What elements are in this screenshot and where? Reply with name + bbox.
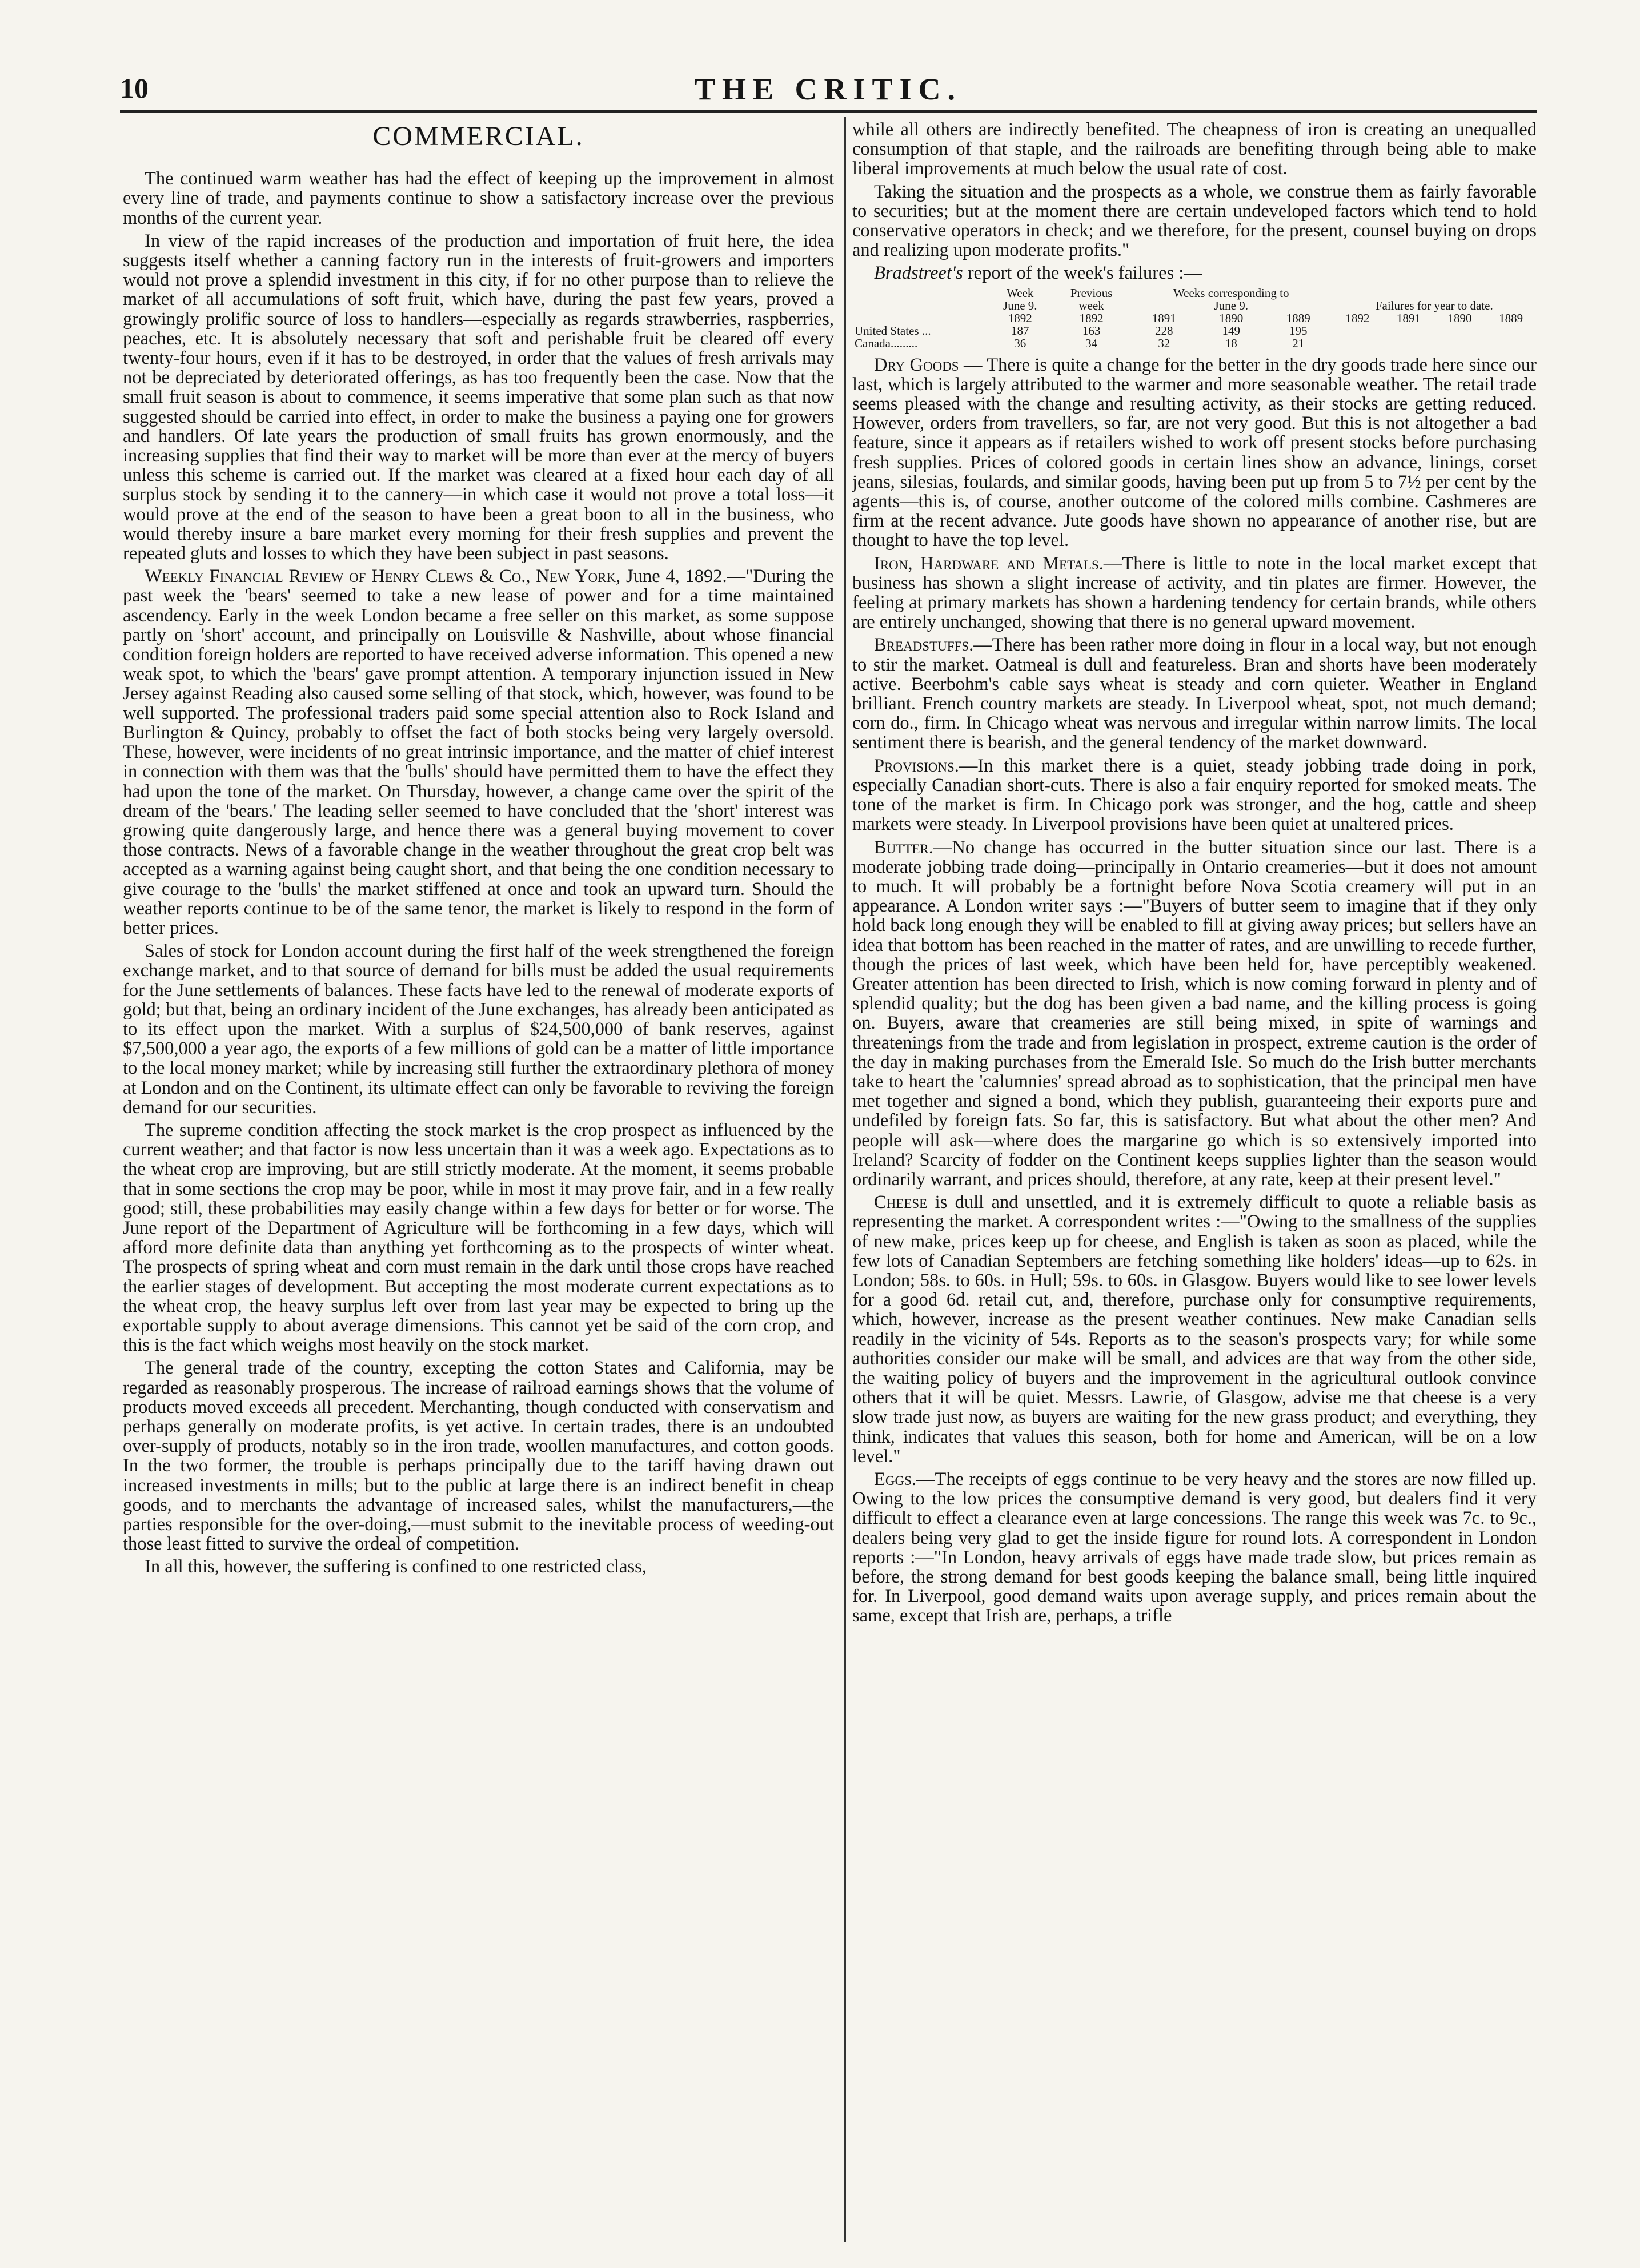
section-label: Iron, Hardware and Metals.	[874, 553, 1104, 574]
table-header: Previous	[1070, 286, 1113, 300]
section-text: —No change has occurred in the butter situation since our last. There is a moderate jobbing trade doing—principally in Ontario creameries—but it does not amount to much. It will probably be a fortnight before Nova Scotia creamery will put in an appearance. A London writer says :—"Buyers of butter seem to imagine that if they only hold back long enough they will be enabled to fill at giving away prices; but sellers have an idea that bottom has been reached in the matter of rates, and are unwilling to recede further, though the prices of last week, which have been held for, have perceptibly weakened. Greater attention has been directed to Irish, which is now coming forward in plenty and of splendid quality; but the dog has been given a bad name, and the killing process is going on. Buyers, aware that creameries are still being mixed, in spite of warnings and threatenings from the trade and from legislation in prospect, extreme caution is the order of the day in making purchases from the Emerald Isle. So much do the Irish butter merchants take to heart the 'calumnies' spread abroad as to sophistication, that the principal men have met together and signed a bond, which they publish, guaranteeing their exports pure and undefiled by foreign fats. So far, this is satisfactory. But what about the other men? And people will ask—where does the margarine go which is so extensively imported into Ireland? Scarcity of fodder on the Continent keeps supplies lighter than the season would ordinarily warrant, and prices should, therefore, at any rate, keep at their present level."	[852, 837, 1537, 1190]
paragraph	[852, 1470, 1537, 1626]
table-row	[852, 324, 1537, 337]
table-row-label: Canada.........	[855, 336, 918, 350]
paragraph	[852, 635, 1537, 752]
table-row	[852, 337, 1537, 350]
masthead: THE CRITIC.	[694, 72, 963, 106]
paragraph	[852, 756, 1537, 834]
section-label: Butter.	[874, 837, 933, 858]
table-header: week	[1078, 298, 1104, 312]
paragraph	[852, 355, 1537, 551]
section-label: Provisions.	[874, 755, 959, 776]
table-cell: 163	[1082, 323, 1101, 338]
section-text: —There has been rather more doing in flour in a local way, but not enough to stir the market. Oatmeal is dull and featureless. Bran and shorts have been moderately active. Beerbohm's cable says wheat is steady and corn quieter. Weather in England brilliant. French country markets are steady. In Liverpool wheat, spot, not much demand; corn do., firm. In Chicago wheat was nervous and irregular within narrow limits. The local sentiment there is bearish, and the general tendency of the market downward.	[852, 635, 1537, 753]
table-cell: 32	[1158, 336, 1170, 350]
left-column	[123, 120, 834, 1580]
table-cell: 18	[1225, 336, 1237, 350]
section-title: COMMERCIAL.	[372, 121, 584, 151]
failures-table	[852, 287, 1537, 350]
bradstreet-text: report of the week's failures :—	[963, 263, 1202, 284]
paragraph	[852, 1193, 1537, 1466]
table-year: 1892	[1079, 311, 1104, 325]
paragraph: The general trade of the country, excepting the cotton States and California, may be regarded as reasonably prosperous. The increase of railroad earnings shows that the volume of products moved exceeds all precedent. Merchanting, though conducted with conservatism and perhaps generally on moderate profits, is yet active. In certain trades, there is an undoubted over-supply of products, notably so in the iron trade, woollen manufactures, and cotton goods. In the two former, the trouble is perhaps principally due to the tariff having drawn out increased investments in mills; but to the public at large there is an indirect benefit in cheap goods, and to merchants the advantage of increased sales, whilst the manufacturers,—the parties responsible for the over-doing,—must submit to the inevitable process of weeding-out those least fitted to survive the ordeal of competition.	[123, 1358, 834, 1555]
section-label: Breadstuffs.	[874, 635, 974, 656]
table-header-row	[852, 287, 1537, 299]
bradstreet-name: Bradstreet's	[874, 263, 963, 284]
table-year: 1891	[1396, 311, 1421, 325]
paragraph	[852, 554, 1537, 632]
table-year: 1892	[1008, 311, 1032, 325]
paragraph: Taking the situation and the prospects as a whole, we construe them as fairly favorable to securities; but at the moment there are certain undeveloped factors which tend to hold conservative operators in check; and we therefore, for the present, counsel buying on drops and realizing upon moderate profits."	[852, 181, 1537, 261]
paragraph: while all others are indirectly benefited. The cheapness of iron is creating an unequalled consumption of that staple, and the railroads are benefiting through being able to make liberal improvements at much below the usual rate of cost.	[852, 119, 1537, 179]
table-year: 1889	[1499, 311, 1523, 325]
table-year-row	[852, 312, 1537, 324]
table-header: Weeks corresponding to	[1173, 286, 1289, 300]
paragraph: In all this, however, the suffering is confined to one restricted class,	[145, 1556, 647, 1577]
table-row-label: United States ...	[855, 323, 931, 338]
table-header: Week	[1007, 286, 1034, 300]
paragraph: The supreme condition affecting the stock market is the crop prospect as influenced by the current weather; and that factor is now less uncertain than it was a week ago. Expectations as to the wheat crop are improving, but are still strictly moderate. At the moment, it seems probable that in some sections the crop may be poor, while in most it may prove fair, and in a few really good; still, these probabilities may easily change within a few days for better or for worse. The June report of the Department of Agriculture will be forthcoming in a few days, which will afford more definite data than anything yet forthcoming as to the prospects of winter wheat. The prospects of spring wheat and corn must remain in the dark until those crops have reached the earlier stages of development. But accepting the most moderate current expectations as to the wheat crop, the heavy surplus left over from last year may be expected to bring up the exportable supply to about average dimensions. This cannot yet be said of the corn crop, and this is the fact which weighs most heavily on the stock market.	[123, 1119, 834, 1356]
review-heading: Weekly Financial Review of Henry Clews & Co., New York,	[145, 566, 621, 587]
section-text: —In this market there is a quiet, steady jobbing trade doing in pork, especially Canadian short-cuts. There is also a fair enquiry reported for smoked meats. The tone of the market is firm. In Chicago pork was stronger, and the hog, cattle and sheep markets were steady. In Liverpool provisions have been quiet at unaltered prices.	[852, 755, 1537, 835]
table-year: 1890	[1447, 311, 1472, 325]
table-header: June 9.	[1003, 298, 1037, 312]
table-cell: 21	[1292, 336, 1305, 350]
paragraph	[123, 567, 834, 938]
table-year: 1889	[1286, 311, 1310, 325]
paragraph: In view of the rapid increases of the production and importation of fruit here, the idea suggests itself whether a canning factory run in the interests of fruit-growers and importers would not prove a splendid investment in this city, if for no other purpose than to relieve the market of all accumulations of soft fruit, which have, during the past few years, proved a growingly prolific source of loss to handlers—especially as regards strawberries, raspberries, peaches, etc. It is absolutely necessary that soft and perishable fruit be cleared off every twenty-four hours, even if it has to be destroyed, in order that the values of fresh arrivals may not be depreciated by deteriorated offerings, as has too frequently been the case. Now that the small fruit season is about to commence, it seems imperative that some plan such as that now suggested should be carried into effect, in order to make the business a paying one for growers and handlers. Of late years the production of small fruits has grown enormously, and the increasing supplies that find their way to market will be more than ever at the mercy of buyers unless this scheme is carried out. If the market was cleared at a fixed hour each day of all surplus stock by sending it to the cannery—in which case it would not prove a total loss—it would prove at the end of the season to have been a great boon to all in the business, who would thereby insure a bare market every morning for their fresh supplies and prevent the repeated gluts and losses to which they have been subject in past seasons.	[123, 230, 834, 564]
header-rule	[120, 110, 1537, 113]
page-number: 10	[120, 72, 149, 104]
right-column	[852, 120, 1537, 1629]
table-year: 1892	[1345, 311, 1370, 325]
table-year: 1891	[1152, 311, 1176, 325]
table-cell: 34	[1085, 336, 1098, 350]
section-label: Dry Goods	[874, 354, 959, 375]
section-text: —The receipts of eggs continue to be very heavy and the stores are now filled up. Owing to the low prices the consumptive demand is very good, but dealers find it very difficult to effect a clearance even at large concessions. The range this week was 7c. to 9c., dealers being very glad to get the inside figure for round lots. A correspondent in London reports :—"In London, heavy arrivals of eggs have made trade slow, but prices remain as before, the strong demand for best goods keeping the balance small, being little inquired for. In Liverpool, good demand waits upon average supply, and prices remain about the same, except that Irish are, perhaps, a trifle	[852, 1469, 1537, 1627]
paragraph	[852, 263, 1537, 283]
paragraph	[852, 838, 1537, 1190]
table-header-row	[852, 299, 1537, 312]
section-label: Eggs.	[874, 1469, 916, 1490]
section-text: —There is little to note in the local market except that business has shown a slight increase of activity, and tin plates are firmer. However, the feeling at primary markets has shown a hardening tendency for certain brands, while others are entirely unchanged, showing that there is no general upward movement.	[852, 553, 1537, 633]
section-label: Cheese	[874, 1192, 928, 1213]
column-divider	[844, 117, 846, 2242]
table-header: June 9.	[1214, 298, 1248, 312]
paragraph: The continued warm weather has had the effect of keeping up the improvement in almost every line of trade, and payments continue to show a satisfactory increase over the previous months of the current year.	[123, 168, 834, 228]
table-cell: 149	[1222, 323, 1240, 338]
table-cell: 228	[1154, 323, 1173, 338]
section-text: — There is quite a change for the better in the dry goods trade here since our last, which is largely attributed to the warmer and more seasonable weather. The retail trade seems pleased with the change and resulting activity, as their stocks are getting reduced. However, orders from travellers, so far, are not very good. But this is not altogether a bad feature, since it appears as if retailers wished to work off present stocks before purchasing fresh supplies. Prices of colored goods in certain lines show an advance, linings, corset jeans, silesias, foulards, and similar goods, having been put up from 5 to 7½ per cent by the agents—this is, of course, another outcome of the colored mills combine. Cashmeres are firm at the recent advance. Jute goods have shown no appearance of another rise, but are thought to have the top level.	[852, 354, 1537, 551]
table-year: 1890	[1219, 311, 1244, 325]
paragraph: Sales of stock for London account during the first half of the week strengthened the foreign exchange market, and to that source of demand for bills must be added the usual requirements for the June settlements of balances. These facts have led to the renewal of moderate exports of gold; but that, being an ordinary incident of the June exchanges, has already been anticipated as to its effect upon the market. With a surplus of $24,500,000 of bank reserves, against $7,500,000 a year ago, the exports of a few millions of gold can be a matter of little importance to the local money market; while by increasing still further the extraordinary plethora of money at London and on the Continent, its ultimate effect can only be favorable to reviving the foreign demand for our securities.	[123, 941, 834, 1118]
table-cell: 195	[1289, 323, 1308, 338]
section-text: is dull and unsettled, and it is extremely difficult to quote a reliable basis as representing the market. A correspondent writes :—"Owing to the smallness of the supplies of new make, prices keep up for cheese, and English is taken as soon as placed, while the few lots of Canadian Septembers are fetching something like holders' ideas—up to 62s. in London; 58s. to 60s. in Hull; 59s. to 60s. in Glasgow. Buyers would like to see lower levels for a good 6d. retail cut, and, therefore, purchase only for consumptive requirements, which, however, increase as the present weather continues. New make Canadian sells readily in the vicinity of 54s. Reports as to the season's prospects vary; for while some authorities consider our make will be small, and advices are that way from the other side, the waiting policy of buyers and the improvement in the agricultural outlook convince others that it will be quiet. Messrs. Lawrie, of Glasgow, advise me that cheese is a very slow trade just now, as buyers are waiting for the new grass product; and everything, they think, indicates that values this season, both for home and American, will be on a low level."	[852, 1192, 1537, 1467]
page-header	[120, 71, 1537, 106]
table-cell: 187	[1011, 323, 1029, 338]
table-cell: 36	[1014, 336, 1026, 350]
table-header: Failures for year to date.	[1375, 298, 1493, 312]
review-text: June 4, 1892.—"During the past week the 'bears' seemed to take a new lease of power and for a time maintained ascendency. Early in the week London became a free seller on this market, as some suppose partly on 'short' account, and principally on Louisville & Nashville, about whose financial condition foreign holders are reported to have received adverse information. This opened a new weak spot, to which the 'bears' gave prompt attention. A temporary injunction issued in New Jersey against Reading also caused some selling of that stock, which, however, was found to be well supported. The professional traders paid some special attention also to Rock Island and Burlington & Quincy, probably to offset the fact of both stocks being very largely oversold. These, however, were incidents of no great intrinsic importance, and the matter of chief interest in connection with them was that the 'bulls' should have permitted them to have the effect they had upon the tone of the market. On Thursday, however, a change came over the spirit of the dream of the 'bears.' The leading seller seemed to have concluded that the 'short' interest was growing quite dangerously large, and hence there was a general buying movement to cover those contracts. News of a favorable change in the weather throughout the great crop belt was accepted as a warning against being caught short, and that being the one condition necessary to give courage to the 'bulls' the market stiffened at once and took an upward turn. Should the weather reports continue to be of the same tenor, the market is likely to respond in the form of better prices.	[123, 566, 835, 938]
